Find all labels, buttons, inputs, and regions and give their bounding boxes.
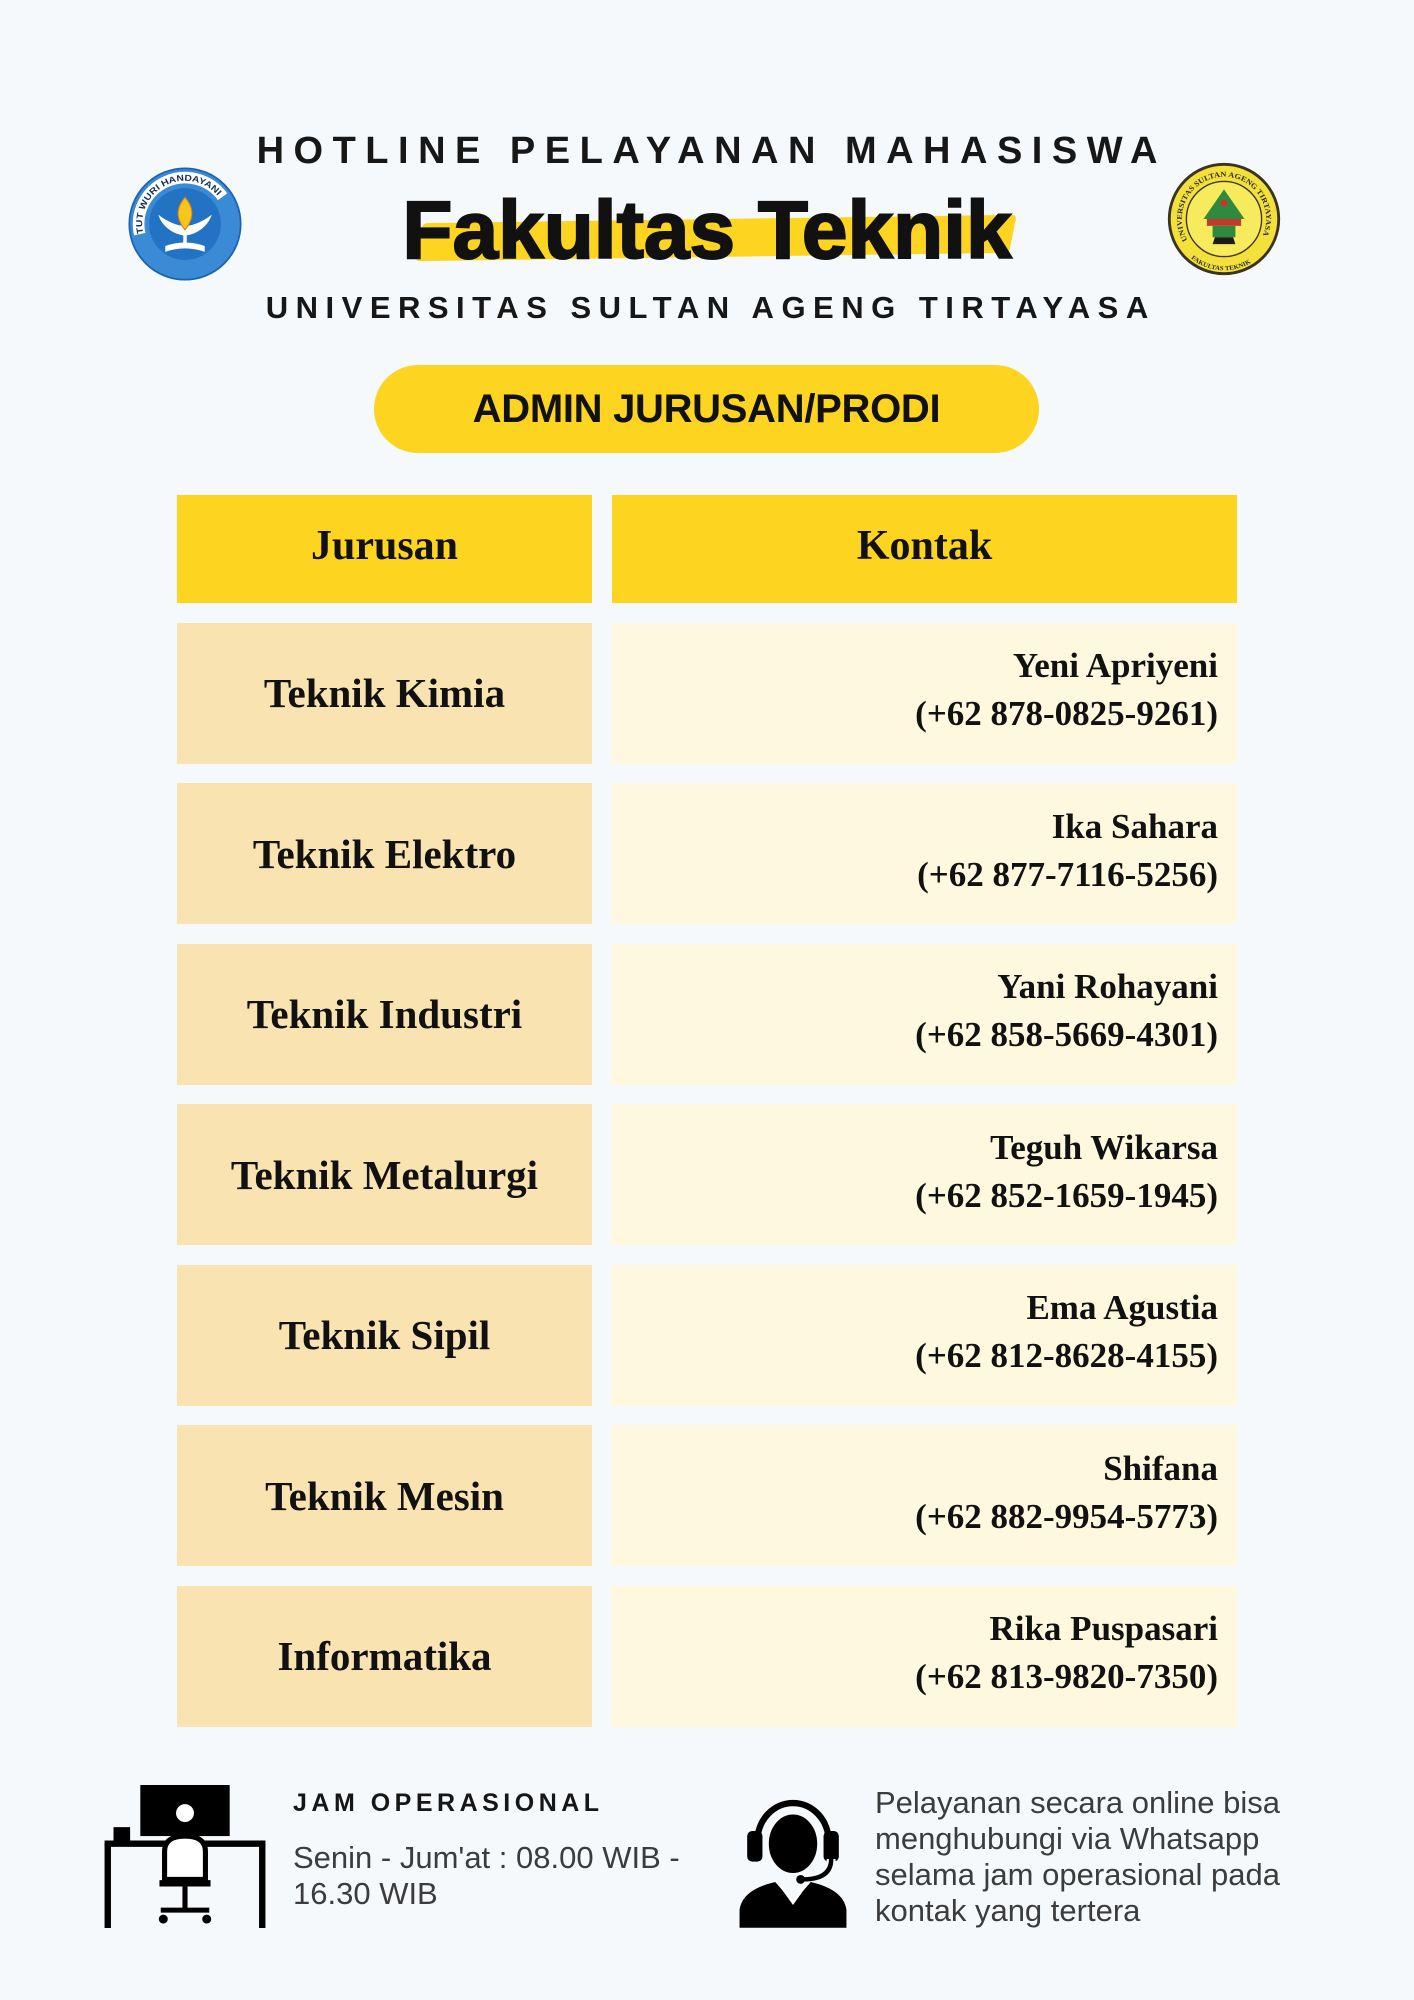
contact-name: Teguh Wikarsa [990,1127,1218,1167]
support-line: Pelayanan secara online bisa [875,1785,1280,1820]
hours-title: JAM OPERASIONAL [293,1789,604,1817]
table-cell-jurusan: Teknik Industri [177,944,592,1085]
table-cell-jurusan: Teknik Kimia [177,623,592,764]
contact-phone: (+62 882-9954-5773) [915,1496,1218,1536]
contact-name: Shifana [1103,1448,1218,1488]
column-header-jurusan: Jurusan [177,495,592,603]
support-line: menghubungi via Whatsapp [875,1821,1260,1856]
table-cell-kontak [612,1104,1237,1245]
table-cell-jurusan: Teknik Elektro [177,783,592,924]
support-line: selama jam operasional pada [875,1857,1280,1892]
table-cell-jurusan: Teknik Mesin [177,1425,592,1566]
table-cell-kontak [612,783,1237,924]
poster-kicker: HOTLINE PELAYANAN MAHASISWA [256,130,1167,172]
hours-text [293,1840,680,1912]
contact-phone: (+62 858-5669-4301) [915,1015,1218,1054]
contact-name: Ema Agustia [1026,1288,1218,1327]
table-cell-jurusan: Informatika [177,1586,592,1727]
hours-line: 16.30 WIB [293,1876,438,1911]
contact-name: Yani Rohayani [997,967,1218,1006]
support-text [875,1785,1280,1929]
support-line: kontak yang tertera [875,1893,1141,1928]
poster-title: Fakultas Teknik [402,185,1012,276]
logo-left-lettering: TUT WURI HANDAYANI [134,172,224,235]
section-label-pill [374,365,1039,453]
customer-support-headset-icon [737,1785,849,1928]
contact-phone: (+62 813-9820-7350) [915,1657,1218,1696]
table-cell-kontak [612,1586,1237,1727]
logo-right-lettering: UNIVERSITAS SULTAN AGENG TIRTAYASA [1174,169,1274,244]
table-cell-jurusan: Teknik Sipil [177,1265,592,1406]
contact-phone: (+62 852-1659-1945) [915,1175,1218,1215]
university-name: UNIVERSITAS SULTAN AGENG TIRTAYASA [265,290,1156,325]
contact-name: Ika Sahara [1051,806,1218,846]
table-cell-kontak [612,623,1237,764]
column-header-kontak: Kontak [612,495,1237,603]
contact-table [177,495,1237,1727]
table-cell-kontak [612,944,1237,1085]
section-label: ADMIN JURUSAN/PRODI [472,386,941,431]
desk-computer-icon [102,1785,268,1928]
contact-phone: (+62 877-7116-5256) [917,854,1218,894]
table-cell-kontak [612,1265,1237,1406]
contact-phone: (+62 878-0825-9261) [915,694,1218,733]
contact-name: Yeni Apriyeni [1012,646,1218,685]
untirta-logo [1167,162,1281,276]
table-cell-jurusan: Teknik Metalurgi [177,1104,592,1245]
contact-name: Rika Puspasari [989,1609,1218,1648]
logo-right-bottom-lettering: FAKULTAS TEKNIK [1189,254,1252,273]
table-cell-kontak [612,1425,1237,1566]
hours-line: Senin - Jum'at : 08.00 WIB - [293,1840,680,1875]
contact-phone: (+62 812-8628-4155) [915,1336,1218,1375]
